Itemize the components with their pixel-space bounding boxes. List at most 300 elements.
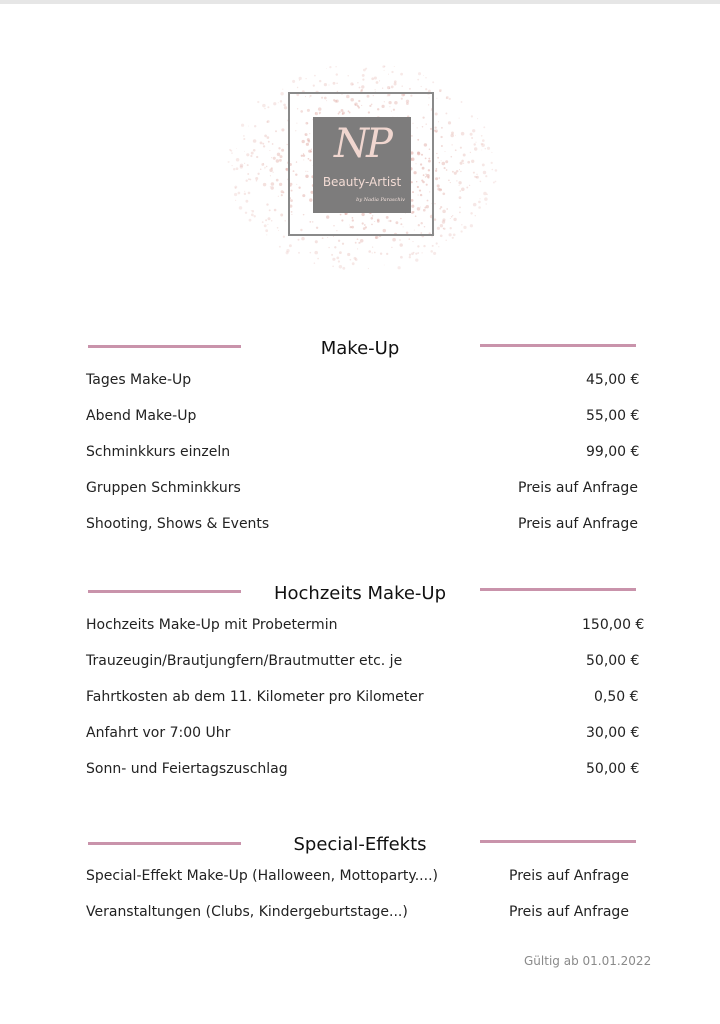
glitter-dot bbox=[257, 101, 259, 103]
price-row bbox=[86, 408, 646, 428]
glitter-dot bbox=[392, 238, 396, 242]
glitter-dot bbox=[400, 243, 403, 246]
glitter-dot bbox=[363, 69, 366, 72]
glitter-dot bbox=[331, 254, 333, 256]
brand-logo bbox=[218, 50, 508, 290]
glitter-dot bbox=[278, 230, 279, 231]
glitter-dot bbox=[434, 203, 435, 204]
glitter-dot bbox=[252, 210, 255, 213]
glitter-dot bbox=[278, 147, 280, 149]
glitter-dot bbox=[336, 257, 339, 260]
glitter-dot bbox=[459, 185, 460, 186]
glitter-dot bbox=[483, 192, 487, 196]
glitter-dot bbox=[245, 200, 248, 203]
glitter-dot bbox=[265, 229, 268, 232]
glitter-dot bbox=[374, 252, 376, 254]
glitter-dot bbox=[441, 190, 442, 191]
glitter-dot bbox=[336, 83, 338, 85]
glitter-dot bbox=[315, 240, 318, 243]
glitter-dot bbox=[475, 142, 476, 143]
glitter-dot bbox=[238, 192, 241, 195]
glitter-dot bbox=[475, 215, 476, 216]
glitter-dot bbox=[264, 108, 265, 109]
glitter-dot bbox=[264, 167, 265, 168]
glitter-dot bbox=[384, 66, 386, 68]
glitter-dot bbox=[339, 251, 342, 254]
service-name: Sonn- und Feiertagszuschlag bbox=[86, 761, 288, 777]
glitter-dot bbox=[280, 92, 283, 95]
glitter-dot bbox=[485, 148, 486, 149]
glitter-dot bbox=[250, 155, 252, 157]
glitter-dot bbox=[266, 166, 267, 167]
glitter-dot bbox=[233, 168, 235, 170]
glitter-dot bbox=[442, 220, 445, 223]
service-price: Preis auf Anfrage bbox=[509, 904, 629, 920]
glitter-dot bbox=[437, 157, 439, 159]
glitter-dot bbox=[333, 82, 336, 85]
glitter-dot bbox=[446, 96, 449, 99]
service-name: Hochzeits Make-Up mit Probetermin bbox=[86, 617, 338, 633]
glitter-dot bbox=[279, 246, 281, 248]
glitter-dot bbox=[260, 142, 263, 145]
service-price: 45,00 € bbox=[586, 372, 640, 388]
glitter-dot bbox=[459, 118, 460, 119]
glitter-dot bbox=[436, 98, 437, 99]
glitter-dot bbox=[441, 145, 443, 147]
service-name: Gruppen Schminkkurs bbox=[86, 480, 241, 496]
glitter-dot bbox=[456, 180, 457, 181]
glitter-dot bbox=[400, 256, 403, 259]
glitter-dot bbox=[481, 135, 483, 137]
glitter-dot bbox=[456, 170, 458, 172]
glitter-dot bbox=[289, 244, 292, 247]
glitter-dot bbox=[476, 176, 479, 179]
glitter-dot bbox=[260, 169, 262, 171]
glitter-dot bbox=[470, 133, 473, 136]
glitter-dot bbox=[276, 179, 279, 182]
glitter-dot bbox=[470, 224, 473, 227]
glitter-dot bbox=[439, 90, 441, 92]
glitter-dot bbox=[460, 230, 462, 232]
glitter-dot bbox=[313, 85, 315, 87]
glitter-dot bbox=[268, 141, 270, 143]
service-name: Abend Make-Up bbox=[86, 408, 197, 424]
glitter-dot bbox=[362, 79, 364, 81]
glitter-dot bbox=[445, 151, 446, 152]
section-title: Special-Effekts bbox=[293, 834, 427, 855]
glitter-dot bbox=[256, 180, 258, 182]
glitter-dot bbox=[466, 187, 468, 189]
glitter-dot bbox=[461, 101, 463, 103]
glitter-dot bbox=[241, 124, 244, 127]
glitter-dot bbox=[470, 152, 471, 153]
glitter-dot bbox=[451, 216, 453, 218]
glitter-dot bbox=[415, 253, 417, 255]
glitter-dot bbox=[452, 215, 453, 216]
glitter-dot bbox=[298, 239, 300, 241]
glitter-dot bbox=[391, 247, 392, 248]
glitter-dot bbox=[435, 113, 438, 116]
glitter-dot bbox=[279, 159, 282, 162]
glitter-dot bbox=[270, 175, 271, 176]
glitter-dot bbox=[254, 215, 256, 217]
glitter-dot bbox=[436, 153, 437, 154]
glitter-dot bbox=[273, 157, 276, 160]
glitter-dot bbox=[448, 121, 451, 124]
service-price: 0,50 € bbox=[594, 689, 639, 705]
glitter-dot bbox=[460, 147, 462, 149]
glitter-dot bbox=[244, 193, 246, 195]
glitter-dot bbox=[412, 241, 413, 242]
glitter-dot bbox=[279, 183, 282, 186]
glitter-dot bbox=[342, 267, 345, 270]
glitter-dot bbox=[231, 152, 233, 154]
glitter-dot bbox=[324, 83, 327, 86]
glitter-dot bbox=[297, 87, 298, 88]
glitter-dot bbox=[235, 200, 236, 201]
glitter-dot bbox=[425, 88, 427, 90]
glitter-dot bbox=[262, 221, 264, 223]
glitter-dot bbox=[439, 162, 440, 163]
glitter-dot bbox=[361, 89, 363, 91]
glitter-dot bbox=[283, 236, 285, 238]
glitter-dot bbox=[270, 186, 271, 187]
glitter-dot bbox=[387, 86, 390, 89]
glitter-dot bbox=[485, 203, 486, 204]
glitter-dot bbox=[271, 220, 273, 222]
glitter-dot bbox=[437, 184, 440, 187]
service-price: Preis auf Anfrage bbox=[518, 516, 638, 532]
glitter-dot bbox=[375, 236, 378, 239]
glitter-dot bbox=[246, 180, 248, 182]
glitter-dot bbox=[329, 66, 331, 68]
service-price: 30,00 € bbox=[586, 725, 640, 741]
glitter-dot bbox=[440, 136, 442, 138]
glitter-dot bbox=[452, 237, 454, 239]
glitter-dot bbox=[439, 177, 441, 179]
glitter-dot bbox=[299, 77, 302, 80]
glitter-dot bbox=[368, 250, 371, 253]
glitter-dot bbox=[398, 266, 401, 269]
glitter-dot bbox=[442, 192, 445, 195]
glitter-dot bbox=[231, 165, 232, 166]
glitter-dot bbox=[401, 85, 402, 86]
glitter-dot bbox=[314, 251, 318, 255]
glitter-dot bbox=[446, 208, 448, 210]
glitter-dot bbox=[269, 150, 270, 151]
glitter-dot bbox=[432, 245, 434, 247]
glitter-dot bbox=[421, 252, 422, 253]
price-row bbox=[86, 904, 646, 924]
glitter-dot bbox=[280, 214, 283, 217]
glitter-dot bbox=[417, 252, 419, 254]
glitter-dot bbox=[379, 80, 380, 81]
glitter-dot bbox=[459, 212, 461, 214]
glitter-dot bbox=[240, 164, 244, 168]
glitter-dot bbox=[451, 156, 453, 158]
glitter-dot bbox=[338, 260, 340, 262]
glitter-dot bbox=[476, 174, 477, 175]
glitter-dot bbox=[280, 100, 282, 102]
glitter-dot bbox=[273, 172, 274, 173]
service-name: Veranstaltungen (Clubs, Kindergeburtstage...) bbox=[86, 904, 408, 920]
glitter-dot bbox=[436, 168, 438, 170]
glitter-dot bbox=[334, 246, 336, 248]
glitter-dot bbox=[463, 226, 466, 229]
glitter-dot bbox=[281, 194, 283, 196]
glitter-dot bbox=[265, 219, 267, 221]
glitter-dot bbox=[480, 181, 482, 183]
valid-from-note: Gültig ab 01.01.2022 bbox=[524, 954, 652, 968]
glitter-dot bbox=[433, 252, 436, 255]
glitter-dot bbox=[264, 135, 267, 138]
glitter-dot bbox=[458, 181, 461, 184]
glitter-dot bbox=[271, 182, 275, 186]
glitter-dot bbox=[417, 79, 419, 81]
glitter-dot bbox=[430, 250, 433, 253]
glitter-dot bbox=[244, 151, 245, 152]
glitter-dot bbox=[459, 196, 462, 199]
glitter-dot bbox=[435, 170, 437, 172]
glitter-dot bbox=[273, 102, 276, 105]
glitter-dot bbox=[357, 248, 358, 249]
glitter-dot bbox=[267, 224, 268, 225]
glitter-dot bbox=[248, 126, 249, 127]
glitter-dot bbox=[437, 227, 440, 230]
glitter-dot bbox=[333, 236, 334, 237]
glitter-dot bbox=[483, 171, 486, 174]
service-price: 50,00 € bbox=[586, 653, 640, 669]
glitter-dot bbox=[256, 156, 258, 158]
glitter-dot bbox=[272, 143, 274, 145]
glitter-dot bbox=[455, 149, 457, 151]
glitter-dot bbox=[264, 168, 265, 169]
top-edge bbox=[0, 0, 720, 4]
glitter-dot bbox=[262, 104, 265, 107]
price-row bbox=[86, 617, 646, 637]
glitter-dot bbox=[339, 265, 342, 268]
glitter-dot bbox=[453, 218, 456, 221]
glitter-dot bbox=[460, 171, 461, 172]
glitter-dot bbox=[477, 118, 478, 119]
glitter-dot bbox=[467, 161, 470, 164]
glitter-dot bbox=[421, 86, 422, 87]
glitter-dot bbox=[452, 171, 454, 173]
glitter-dot bbox=[376, 81, 379, 84]
price-row bbox=[86, 868, 646, 888]
glitter-dot bbox=[441, 127, 443, 129]
glitter-dot bbox=[243, 135, 245, 137]
glitter-dot bbox=[472, 129, 475, 132]
glitter-dot bbox=[246, 153, 249, 156]
glitter-dot bbox=[328, 247, 329, 248]
glitter-dot bbox=[463, 163, 464, 164]
glitter-dot bbox=[298, 252, 300, 254]
service-price: 50,00 € bbox=[586, 761, 640, 777]
glitter-dot bbox=[463, 154, 466, 157]
glitter-dot bbox=[408, 238, 410, 240]
glitter-dot bbox=[266, 234, 267, 235]
glitter-dot bbox=[450, 227, 452, 229]
glitter-dot bbox=[460, 190, 461, 191]
glitter-dot bbox=[455, 135, 456, 136]
glitter-dot bbox=[229, 149, 231, 151]
glitter-dot bbox=[359, 87, 361, 89]
glitter-dot bbox=[314, 75, 316, 77]
glitter-dot bbox=[440, 224, 443, 227]
service-price: Preis auf Anfrage bbox=[509, 868, 629, 884]
glitter-dot bbox=[281, 190, 284, 193]
service-name: Trauzeugin/Brautjungfern/Brautmutter etc. je bbox=[86, 653, 403, 669]
glitter-dot bbox=[482, 163, 485, 166]
glitter-dot bbox=[384, 70, 385, 71]
glitter-dot bbox=[431, 236, 432, 237]
glitter-dot bbox=[277, 153, 280, 156]
service-name: Schminkkurs einzeln bbox=[86, 444, 231, 460]
glitter-dot bbox=[450, 218, 451, 219]
glitter-dot bbox=[423, 75, 424, 76]
glitter-dot bbox=[449, 233, 452, 236]
glitter-dot bbox=[374, 76, 377, 79]
glitter-dot bbox=[485, 175, 487, 177]
glitter-dot bbox=[243, 138, 245, 140]
price-row bbox=[86, 689, 646, 709]
glitter-dot bbox=[449, 98, 451, 100]
glitter-dot bbox=[358, 242, 359, 243]
glitter-dot bbox=[432, 81, 434, 83]
glitter-dot bbox=[442, 162, 446, 166]
glitter-dot bbox=[440, 234, 443, 237]
glitter-dot bbox=[319, 80, 321, 82]
glitter-dot bbox=[469, 185, 470, 186]
price-row bbox=[86, 761, 646, 781]
glitter-dot bbox=[310, 252, 312, 254]
glitter-dot bbox=[267, 136, 270, 139]
glitter-dot bbox=[440, 206, 442, 208]
glitter-dot bbox=[481, 143, 485, 147]
glitter-dot bbox=[253, 139, 257, 143]
glitter-dot bbox=[483, 126, 485, 128]
glitter-dot bbox=[357, 82, 358, 83]
glitter-dot bbox=[368, 268, 369, 269]
glitter-dot bbox=[471, 115, 473, 117]
glitter-dot bbox=[245, 212, 247, 214]
glitter-dot bbox=[326, 68, 327, 69]
glitter-dot bbox=[332, 258, 335, 261]
glitter-dot bbox=[386, 253, 388, 255]
section-title: Make-Up bbox=[320, 338, 400, 359]
price-row bbox=[86, 725, 646, 745]
glitter-dot bbox=[277, 227, 279, 229]
service-price: 99,00 € bbox=[586, 444, 640, 460]
glitter-dot bbox=[452, 144, 453, 145]
glitter-dot bbox=[437, 188, 440, 191]
price-row bbox=[86, 516, 646, 536]
glitter-dot bbox=[445, 240, 446, 241]
glitter-dot bbox=[482, 139, 485, 142]
glitter-dot bbox=[266, 121, 268, 123]
glitter-dot bbox=[244, 163, 245, 164]
glitter-dot bbox=[448, 180, 450, 182]
glitter-dot bbox=[276, 159, 279, 162]
glitter-dot bbox=[248, 192, 251, 195]
glitter-dot bbox=[332, 265, 334, 267]
glitter-dot bbox=[415, 258, 418, 261]
glitter-dot bbox=[394, 66, 395, 67]
price-row bbox=[86, 372, 646, 392]
glitter-dot bbox=[281, 128, 284, 131]
glitter-dot bbox=[335, 66, 336, 67]
glitter-dot bbox=[264, 224, 267, 227]
glitter-dot bbox=[286, 249, 289, 252]
glitter-dot bbox=[441, 160, 442, 161]
glitter-dot bbox=[445, 112, 447, 114]
glitter-dot bbox=[263, 145, 265, 147]
glitter-dot bbox=[350, 259, 352, 261]
glitter-dot bbox=[461, 160, 464, 163]
glitter-dot bbox=[279, 155, 282, 158]
glitter-dot bbox=[248, 178, 250, 180]
logo-monogram: NP bbox=[334, 121, 390, 167]
glitter-dot bbox=[435, 177, 438, 180]
glitter-dot bbox=[254, 125, 256, 127]
glitter-dot bbox=[470, 212, 472, 214]
glitter-dot bbox=[278, 196, 279, 197]
glitter-dot bbox=[418, 72, 421, 75]
logo-byline: by Nadia Paraschiv bbox=[356, 197, 405, 203]
glitter-dot bbox=[438, 246, 439, 247]
glitter-dot bbox=[338, 240, 340, 242]
glitter-dot bbox=[263, 183, 266, 186]
glitter-dot bbox=[257, 173, 259, 175]
glitter-dot bbox=[461, 188, 465, 192]
glitter-dot bbox=[274, 209, 277, 212]
glitter-dot bbox=[253, 149, 256, 152]
glitter-dot bbox=[388, 74, 389, 75]
glitter-dot bbox=[391, 86, 394, 89]
glitter-dot bbox=[244, 191, 245, 192]
glitter-dot bbox=[342, 243, 344, 245]
glitter-dot bbox=[236, 167, 239, 170]
glitter-dot bbox=[283, 104, 286, 107]
glitter-dot bbox=[451, 131, 454, 134]
service-name: Special-Effekt Make-Up (Halloween, Mottoparty....) bbox=[86, 868, 438, 884]
service-name: Tages Make-Up bbox=[86, 372, 192, 388]
glitter-dot bbox=[251, 210, 252, 211]
glitter-dot bbox=[478, 201, 481, 204]
glitter-dot bbox=[479, 198, 480, 199]
glitter-dot bbox=[355, 258, 358, 261]
glitter-dot bbox=[255, 177, 258, 180]
glitter-dot bbox=[460, 162, 463, 165]
service-price: 150,00 € bbox=[582, 617, 645, 633]
glitter-dot bbox=[435, 129, 438, 132]
glitter-dot bbox=[474, 176, 476, 178]
logo-name: Beauty-Artist bbox=[322, 175, 402, 189]
glitter-dot bbox=[261, 163, 264, 166]
price-row bbox=[86, 653, 646, 673]
glitter-dot bbox=[270, 186, 273, 189]
glitter-dot bbox=[380, 253, 382, 255]
glitter-dot bbox=[317, 258, 319, 260]
glitter-dot bbox=[434, 218, 437, 221]
glitter-dot bbox=[435, 126, 437, 128]
glitter-dot bbox=[292, 80, 295, 83]
glitter-dot bbox=[266, 203, 268, 205]
service-price: 55,00 € bbox=[586, 408, 640, 424]
glitter-dot bbox=[236, 158, 240, 162]
glitter-dot bbox=[360, 239, 364, 243]
